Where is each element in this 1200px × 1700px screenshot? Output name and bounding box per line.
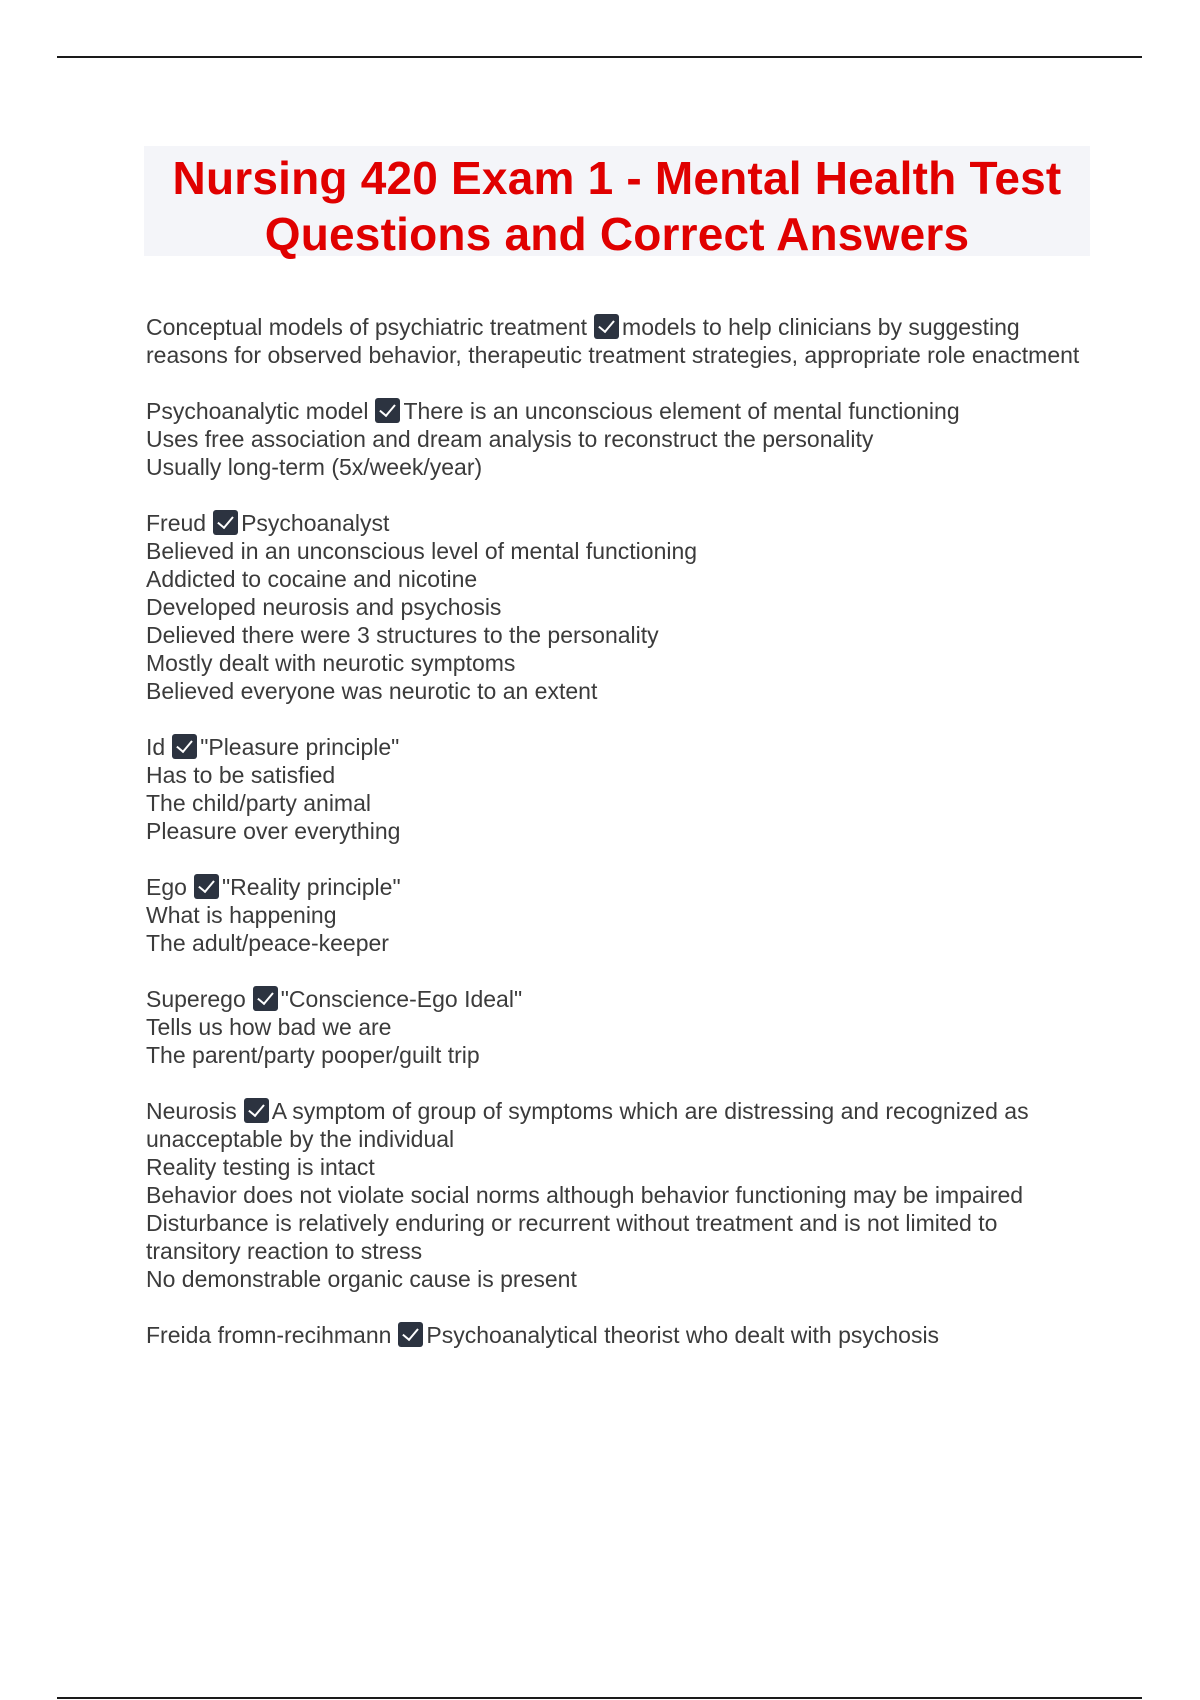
entry-answer-line: Delieved there were 3 structures to the personality (146, 622, 659, 648)
entry-answer-line: The parent/party pooper/guilt trip (146, 1042, 480, 1068)
checkmark-icon (398, 1322, 423, 1347)
document-title (144, 146, 1090, 262)
entry-answer-line: No demonstrable organic cause is present (146, 1266, 577, 1292)
entry-answer-line: Uses free association and dream analysis to reconstruct the personality (146, 426, 874, 452)
entry-answer-line: Addicted to cocaine and nicotine (146, 566, 478, 592)
entry-answer-line: Usually long-term (5x/week/year) (146, 454, 483, 480)
entry-answer-line: There is an unconscious element of mental functioning (403, 398, 960, 424)
entry-answer-line: The child/party animal (146, 790, 371, 816)
qa-entry (146, 1321, 1086, 1349)
entry-term: Psychoanalytic model (146, 398, 369, 424)
entry-answer-line: Psychoanalytical theorist who dealt with psychosis (426, 1322, 940, 1348)
entry-answer-line: "Reality principle" (221, 874, 401, 900)
title-line-2: Questions and Correct Answers (264, 208, 970, 260)
entry-answer-line: Believed in an unconscious level of mental functioning (146, 538, 698, 564)
entry-answer-line: Psychoanalyst (241, 510, 390, 536)
entry-answer-line: "Conscience-Ego Ideal" (280, 986, 523, 1012)
entry-answer-line: Believed everyone was neurotic to an extent (146, 678, 598, 704)
entry-term: Freud (146, 510, 207, 536)
top-rule (57, 56, 1142, 58)
checkmark-icon (172, 734, 197, 759)
checkmark-icon (375, 398, 400, 423)
entry-term: Freida fromn-recihmann (146, 1322, 392, 1348)
entry-answer-line: Behavior does not violate social norms although behavior functioning may be impaired (146, 1182, 1024, 1208)
qa-entry (146, 397, 1086, 481)
entry-term: Superego (146, 986, 246, 1012)
title-banner (144, 146, 1090, 260)
bottom-rule (57, 1697, 1142, 1699)
qa-entry (146, 873, 1086, 957)
qa-entry (146, 985, 1086, 1069)
qa-entry (146, 509, 1086, 705)
qa-entry (146, 1097, 1086, 1293)
entry-answer-line: Developed neurosis and psychosis (146, 594, 502, 620)
entry-answer-line: Mostly dealt with neurotic symptoms (146, 650, 516, 676)
entry-answer-line: Has to be satisfied (146, 762, 336, 788)
qa-entry (146, 733, 1086, 845)
checkmark-icon (253, 986, 278, 1011)
entry-term: Ego (146, 874, 187, 900)
checkmark-icon (594, 314, 619, 339)
qa-entry (146, 313, 1086, 369)
entry-answer-line: A symptom of group of symptoms which are distressing and recognized as unacceptable by the individual (146, 1098, 1029, 1152)
title-line-1: Nursing 420 Exam 1 - Mental Health Test (172, 152, 1062, 204)
entry-answer-line: Tells us how bad we are (146, 1014, 392, 1040)
checkmark-icon (194, 874, 219, 899)
entry-answer-line: The adult/peace-keeper (146, 930, 389, 956)
checkmark-icon (244, 1098, 269, 1123)
entry-term: Id (146, 734, 166, 760)
entry-answer-line: "Pleasure principle" (200, 734, 400, 760)
entry-answer-line: Disturbance is relatively enduring or recurrent without treatment and is not limited to transitory reaction to stress (146, 1210, 998, 1264)
entry-answer-line: models to help clinicians by suggesting reasons for observed behavior, therapeutic treatment strategies, appropriate role enactment (146, 314, 1080, 368)
entry-answer-line: Reality testing is intact (146, 1154, 375, 1180)
entry-answer-line: Pleasure over everything (146, 818, 401, 844)
entry-answer-line: What is happening (146, 902, 337, 928)
entry-term: Neurosis (146, 1098, 237, 1124)
qa-list (146, 313, 1086, 1349)
entry-term: Conceptual models of psychiatric treatment (146, 314, 588, 340)
checkmark-icon (213, 510, 238, 535)
